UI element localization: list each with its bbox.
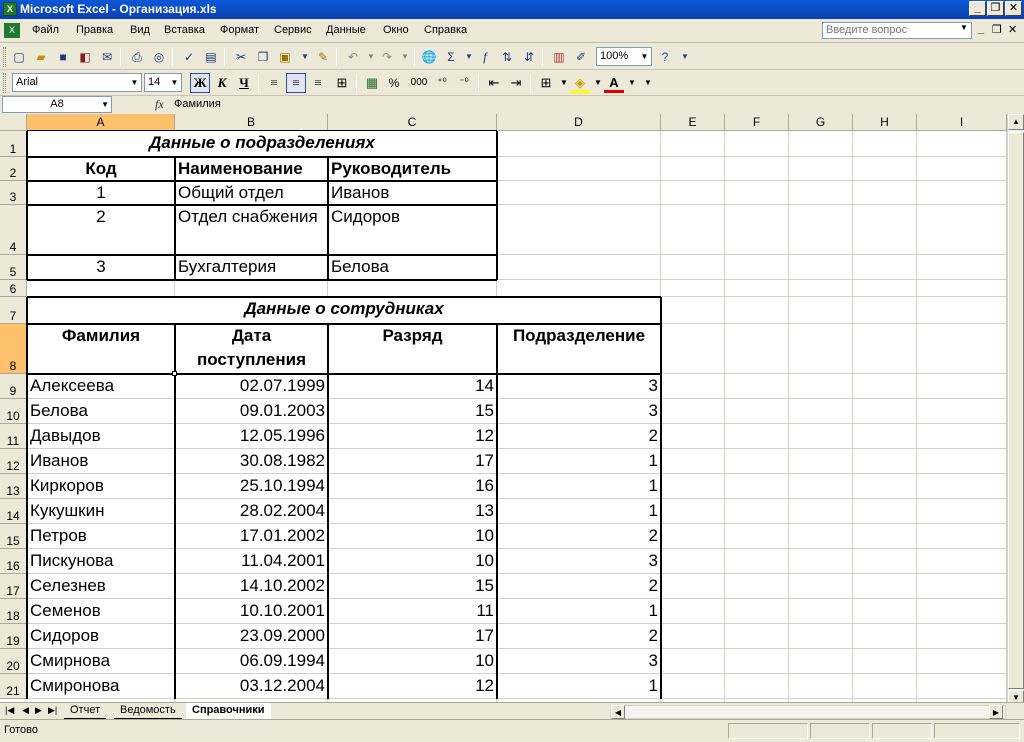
table-border xyxy=(174,157,176,280)
row-header-3[interactable]: 3 xyxy=(0,181,27,205)
font-color-icon[interactable]: A xyxy=(604,73,624,93)
spreadsheet-grid[interactable] xyxy=(0,114,1024,702)
table-border xyxy=(27,323,661,325)
employee-grade[interactable]: 16 xyxy=(475,476,494,495)
employee-grade[interactable]: 12 xyxy=(475,676,494,695)
toolbar-options-icon[interactable]: ▼ xyxy=(681,52,689,61)
employee-department[interactable]: 1 xyxy=(648,676,658,695)
department-code[interactable]: 1 xyxy=(96,183,106,202)
print-preview-icon[interactable]: ◎ xyxy=(153,50,165,64)
employee-hire-date[interactable]: 03.12.2004 xyxy=(239,676,325,695)
employees-header[interactable]: Фамилия xyxy=(61,326,141,345)
font-name-value: Arial xyxy=(16,76,39,88)
scroll-left-icon[interactable]: ◀ xyxy=(611,705,625,719)
employees-header[interactable]: Подразделение xyxy=(512,326,646,345)
row-header-5[interactable]: 5 xyxy=(0,255,27,280)
font-color-dropdown-icon[interactable]: ▼ xyxy=(628,78,636,87)
cut-icon[interactable]: ✂ xyxy=(235,50,247,64)
employee-hire-date[interactable]: 02.07.1999 xyxy=(239,376,325,395)
menu-tools[interactable]: Сервис xyxy=(274,24,312,36)
workbook-icon[interactable]: X xyxy=(4,23,20,38)
font-name-dropdown-icon[interactable]: ▼ xyxy=(130,78,139,87)
increase-decimal-icon[interactable]: ⁺⁰ xyxy=(437,77,447,88)
fill-color-icon[interactable]: ◈ xyxy=(570,73,590,93)
row-header-21[interactable]: 21 xyxy=(0,674,27,699)
close-button[interactable]: ✕ xyxy=(1005,1,1022,16)
sheet-tab-statement[interactable]: Ведомость xyxy=(114,703,182,719)
employee-hire-date[interactable]: 25.10.1994 xyxy=(239,476,325,495)
employee-hire-date[interactable]: 30.08.1982 xyxy=(239,451,325,470)
employee-department[interactable]: 3 xyxy=(648,376,658,395)
row-header-9[interactable]: 9 xyxy=(0,374,27,399)
menu-window[interactable]: Окно xyxy=(383,24,409,36)
employee-department[interactable]: 1 xyxy=(648,601,658,620)
sheet-tab-report[interactable]: Отчет xyxy=(64,703,106,719)
paste-icon[interactable]: ▣ xyxy=(279,50,291,64)
undo-icon[interactable]: ↶ xyxy=(347,50,359,64)
gridline xyxy=(852,131,853,702)
table-border xyxy=(27,130,497,131)
employee-department[interactable]: 3 xyxy=(648,401,658,420)
insert-function-icon[interactable]: fx xyxy=(155,97,164,111)
employee-hire-date[interactable]: 17.01.2002 xyxy=(239,526,325,545)
employee-department[interactable]: 2 xyxy=(648,576,658,595)
font-size-value: 14 xyxy=(148,76,161,88)
employee-hire-date[interactable]: 14.10.2002 xyxy=(239,576,325,595)
gridline xyxy=(724,131,725,702)
departments-header[interactable]: Наименование xyxy=(178,159,303,178)
menu-file[interactable]: Файл xyxy=(32,24,60,36)
row-header-16[interactable]: 16 xyxy=(0,549,27,574)
employee-surname[interactable]: Селезнев xyxy=(30,576,106,595)
insert-function-icon[interactable]: ƒ xyxy=(481,50,489,64)
employee-surname[interactable]: Киркоров xyxy=(30,476,104,495)
horizontal-scrollbar[interactable] xyxy=(610,705,1006,719)
decrease-decimal-icon[interactable]: ⁻⁰ xyxy=(459,77,469,88)
department-code[interactable]: 3 xyxy=(96,257,106,276)
employee-department[interactable]: 1 xyxy=(648,451,658,470)
employee-hire-date[interactable]: 12.05.1996 xyxy=(239,426,325,445)
open-folder-icon[interactable]: ▰ xyxy=(36,50,46,64)
doc-close-button[interactable]: ✕ xyxy=(1008,24,1018,36)
employee-grade[interactable]: 12 xyxy=(475,426,494,445)
status-panel xyxy=(810,723,870,739)
departments-header[interactable]: Руководитель xyxy=(331,159,452,178)
help-icon[interactable]: ? xyxy=(661,50,669,64)
employee-surname[interactable]: Сидоров xyxy=(30,626,100,645)
help-search-input[interactable]: Введите вопрос xyxy=(822,22,972,39)
print-icon[interactable]: ⎙ xyxy=(132,50,142,64)
employee-grade[interactable]: 17 xyxy=(475,451,494,470)
underline-button[interactable]: Ч xyxy=(239,75,249,90)
employee-surname[interactable]: Пискунова xyxy=(30,551,114,570)
zoom-select[interactable] xyxy=(596,47,652,66)
column-header-i[interactable]: I xyxy=(917,114,1007,131)
table-border xyxy=(327,324,329,699)
column-header-c[interactable]: C xyxy=(328,114,497,131)
employee-surname[interactable]: Алексеева xyxy=(30,376,115,395)
align-left-icon[interactable]: ≡ xyxy=(270,75,278,90)
status-panel xyxy=(872,723,932,739)
format-painter-icon[interactable]: ✎ xyxy=(317,50,329,64)
currency-icon[interactable]: ▦ xyxy=(365,75,379,90)
table-border xyxy=(27,254,497,256)
table-border xyxy=(496,324,498,699)
menu-view[interactable]: Вид xyxy=(130,24,150,36)
scroll-down-icon[interactable]: ▼ xyxy=(1008,690,1024,706)
employee-department[interactable]: 1 xyxy=(648,476,658,495)
excel-icon[interactable]: X xyxy=(3,2,17,16)
departments-header[interactable]: Код xyxy=(85,159,117,178)
gridline xyxy=(916,131,917,702)
column-header-b[interactable]: B xyxy=(175,114,328,131)
name-box[interactable] xyxy=(2,96,112,113)
row-header-20[interactable]: 20 xyxy=(0,649,27,674)
department-code[interactable]: 2 xyxy=(96,207,106,226)
drawing-icon[interactable]: ✐ xyxy=(575,50,587,64)
name-box-dropdown-icon[interactable]: ▼ xyxy=(101,100,109,109)
fill-handle[interactable] xyxy=(172,371,177,376)
employee-grade[interactable]: 10 xyxy=(475,526,494,545)
borders-icon[interactable]: ⊞ xyxy=(540,75,552,90)
employee-department[interactable]: 2 xyxy=(648,426,658,445)
scroll-thumb[interactable] xyxy=(1008,132,1024,689)
permission-icon[interactable]: ◧ xyxy=(79,50,91,64)
departments-title[interactable]: Данные о подразделениях xyxy=(149,133,375,152)
employee-grade[interactable]: 15 xyxy=(475,576,494,595)
row-header-13[interactable]: 13 xyxy=(0,474,27,499)
employee-grade[interactable]: 17 xyxy=(475,626,494,645)
table-border xyxy=(27,180,497,182)
department-name[interactable]: Бухгалтерия xyxy=(178,257,277,276)
font-size-select[interactable] xyxy=(144,73,182,92)
row-header-11[interactable]: 11 xyxy=(0,424,27,449)
minimize-button[interactable]: _ xyxy=(969,1,986,16)
status-panel xyxy=(728,723,808,739)
redo-icon[interactable]: ↷ xyxy=(381,50,393,64)
row-header-10[interactable]: 10 xyxy=(0,399,27,424)
font-name-select[interactable] xyxy=(12,73,142,92)
chart-wizard-icon[interactable]: ▥ xyxy=(553,50,565,64)
employee-department[interactable]: 2 xyxy=(648,626,658,645)
align-right-icon[interactable]: ≡ xyxy=(314,75,322,90)
row-header-4[interactable]: 4 xyxy=(0,205,27,255)
department-name[interactable]: Отдел снабжения xyxy=(178,207,318,226)
window-title: Microsoft Excel - Организация.xls xyxy=(20,2,217,16)
employee-hire-date[interactable]: 09.01.2003 xyxy=(239,401,325,420)
column-header-a[interactable]: A xyxy=(27,114,175,131)
employee-surname[interactable]: Семенов xyxy=(30,601,101,620)
vertical-scrollbar[interactable] xyxy=(1007,114,1024,702)
employee-surname[interactable]: Белова xyxy=(30,401,88,420)
row-header-17[interactable]: 17 xyxy=(0,574,27,599)
table-border xyxy=(26,131,28,280)
employee-department[interactable]: 2 xyxy=(648,526,658,545)
copy-icon[interactable]: ❐ xyxy=(257,50,269,64)
sort-ascending-icon[interactable]: ⇅ xyxy=(501,50,513,64)
fill-color-dropdown-icon[interactable]: ▼ xyxy=(594,78,602,87)
paste-dropdown-icon[interactable]: ▼ xyxy=(301,52,309,61)
employee-department[interactable]: 1 xyxy=(648,501,658,520)
table-border xyxy=(27,156,497,158)
employee-department[interactable]: 3 xyxy=(648,651,658,670)
employee-surname[interactable]: Смиронова xyxy=(30,676,120,695)
employee-hire-date[interactable]: 23.09.2000 xyxy=(239,626,325,645)
scroll-right-icon[interactable]: ▶ xyxy=(989,705,1003,719)
employee-grade[interactable]: 10 xyxy=(475,651,494,670)
status-text: Готово xyxy=(4,724,38,736)
employee-hire-date[interactable]: 11.04.2001 xyxy=(241,551,325,570)
menu-data[interactable]: Данные xyxy=(326,24,366,36)
font-size-dropdown-icon[interactable]: ▼ xyxy=(170,78,179,87)
sort-descending-icon[interactable]: ⇵ xyxy=(523,50,535,64)
toolbar-grip[interactable] xyxy=(3,73,6,93)
employee-grade[interactable]: 14 xyxy=(475,376,494,395)
gridline xyxy=(788,131,789,702)
table-border xyxy=(26,297,28,699)
menu-insert[interactable]: Вставка xyxy=(164,24,205,36)
employee-grade[interactable]: 10 xyxy=(475,551,494,570)
table-border xyxy=(327,157,329,280)
bold-button[interactable]: Ж xyxy=(190,73,210,93)
decrease-indent-icon[interactable]: ⇤ xyxy=(488,75,500,90)
zoom-dropdown-icon[interactable]: ▼ xyxy=(640,52,649,61)
spellcheck-icon[interactable]: ✓ xyxy=(183,50,195,64)
help-dropdown-icon[interactable]: ▼ xyxy=(960,23,968,32)
table-border xyxy=(27,373,661,375)
merge-center-icon[interactable]: ⊞ xyxy=(336,75,348,90)
column-header-f[interactable]: F xyxy=(725,114,789,131)
autosum-icon[interactable]: Σ xyxy=(447,50,455,64)
research-icon[interactable]: ▤ xyxy=(205,50,217,64)
employees-header[interactable]: Дата поступления xyxy=(196,326,307,369)
employee-surname[interactable]: Давыдов xyxy=(30,426,101,445)
hyperlink-icon[interactable]: 🌐 xyxy=(421,50,437,64)
table-border xyxy=(496,131,498,280)
column-header-e[interactable]: E xyxy=(661,114,725,131)
row-header-14[interactable]: 14 xyxy=(0,499,27,524)
employee-grade[interactable]: 13 xyxy=(475,501,494,520)
employee-grade[interactable]: 15 xyxy=(475,401,494,420)
row-header-18[interactable]: 18 xyxy=(0,599,27,624)
select-all-button[interactable] xyxy=(0,114,27,131)
table-border xyxy=(27,279,497,281)
row-header-8[interactable]: 8 xyxy=(0,324,27,374)
italic-button[interactable]: К xyxy=(217,75,227,90)
department-head[interactable]: Сидоров xyxy=(331,207,401,226)
formatting-toolbar xyxy=(0,70,1024,96)
column-header-g[interactable]: G xyxy=(789,114,853,131)
status-panel xyxy=(934,723,1020,739)
formula-bar xyxy=(0,96,1024,114)
department-head[interactable]: Иванов xyxy=(331,183,390,202)
employee-surname[interactable]: Смирнова xyxy=(30,651,111,670)
table-border xyxy=(27,296,661,298)
department-head[interactable]: Белова xyxy=(331,257,389,276)
next-sheet-icon[interactable]: ▶ xyxy=(35,705,42,715)
table-border xyxy=(660,297,662,699)
autosum-dropdown-icon[interactable]: ▼ xyxy=(465,52,473,61)
table-border xyxy=(174,324,176,699)
title-bar xyxy=(0,0,1024,19)
last-sheet-icon[interactable]: ▶| xyxy=(48,705,58,715)
employee-hire-date[interactable]: 28.02.2004 xyxy=(239,501,325,520)
maximize-button[interactable]: ❐ xyxy=(987,1,1004,16)
column-header-d[interactable]: D xyxy=(497,114,661,131)
department-name[interactable]: Общий отдел xyxy=(178,183,284,202)
percent-button[interactable]: % xyxy=(388,76,400,90)
first-sheet-icon[interactable]: |◀ xyxy=(5,705,15,715)
menu-format[interactable]: Формат xyxy=(220,24,260,36)
employees-header[interactable]: Разряд xyxy=(382,326,443,345)
new-document-icon[interactable]: ▢ xyxy=(13,50,25,64)
thousands-button[interactable]: 000 xyxy=(410,77,428,88)
save-icon[interactable]: ■ xyxy=(59,50,67,64)
employee-department[interactable]: 3 xyxy=(648,551,658,570)
email-icon[interactable]: ✉ xyxy=(101,50,113,64)
row-header-1[interactable]: 1 xyxy=(0,131,27,157)
align-center-icon[interactable]: ≡ xyxy=(286,73,306,93)
employee-hire-date[interactable]: 06.09.1994 xyxy=(239,651,325,670)
column-header-h[interactable]: H xyxy=(853,114,917,131)
undo-dropdown-icon[interactable]: ▼ xyxy=(367,52,375,61)
row-header-7[interactable]: 7 xyxy=(0,297,27,324)
employee-surname[interactable]: Петров xyxy=(30,526,87,545)
employee-surname[interactable]: Иванов xyxy=(30,451,89,470)
doc-restore-button[interactable]: ❐ xyxy=(992,24,1002,36)
status-bar xyxy=(0,719,1024,742)
cell-reference: A8 xyxy=(50,98,64,110)
increase-indent-icon[interactable]: ⇥ xyxy=(510,75,522,90)
row-header-15[interactable]: 15 xyxy=(0,524,27,549)
doc-minimize-button[interactable]: _ xyxy=(978,23,985,35)
sheet-tab-references[interactable]: Справочники xyxy=(186,703,271,719)
employees-title[interactable]: Данные о сотрудниках xyxy=(244,299,444,318)
zoom-value: 100% xyxy=(600,50,629,62)
prev-sheet-icon[interactable]: ◀ xyxy=(22,705,29,715)
borders-dropdown-icon[interactable]: ▼ xyxy=(560,78,568,87)
formula-input[interactable]: Фамилия xyxy=(174,98,221,110)
redo-dropdown-icon[interactable]: ▼ xyxy=(401,52,409,61)
employee-surname[interactable]: Кукушкин xyxy=(30,501,105,520)
row-header-2[interactable]: 2 xyxy=(0,157,27,181)
toolbar-grip[interactable] xyxy=(3,47,6,67)
row-header-6[interactable]: 6 xyxy=(0,280,27,297)
standard-toolbar xyxy=(0,44,1024,70)
menu-edit[interactable]: Правка xyxy=(76,24,114,36)
sheet-tab-bar xyxy=(0,702,1024,719)
toolbar-options-icon[interactable]: ▼ xyxy=(644,78,652,87)
row-header-12[interactable]: 12 xyxy=(0,449,27,474)
scroll-up-icon[interactable]: ▲ xyxy=(1008,114,1024,130)
employee-grade[interactable]: 11 xyxy=(476,601,494,620)
table-border xyxy=(27,204,497,206)
employee-hire-date[interactable]: 10.10.2001 xyxy=(239,601,325,620)
menu-help[interactable]: Справка xyxy=(424,24,468,36)
row-header-19[interactable]: 19 xyxy=(0,624,27,649)
